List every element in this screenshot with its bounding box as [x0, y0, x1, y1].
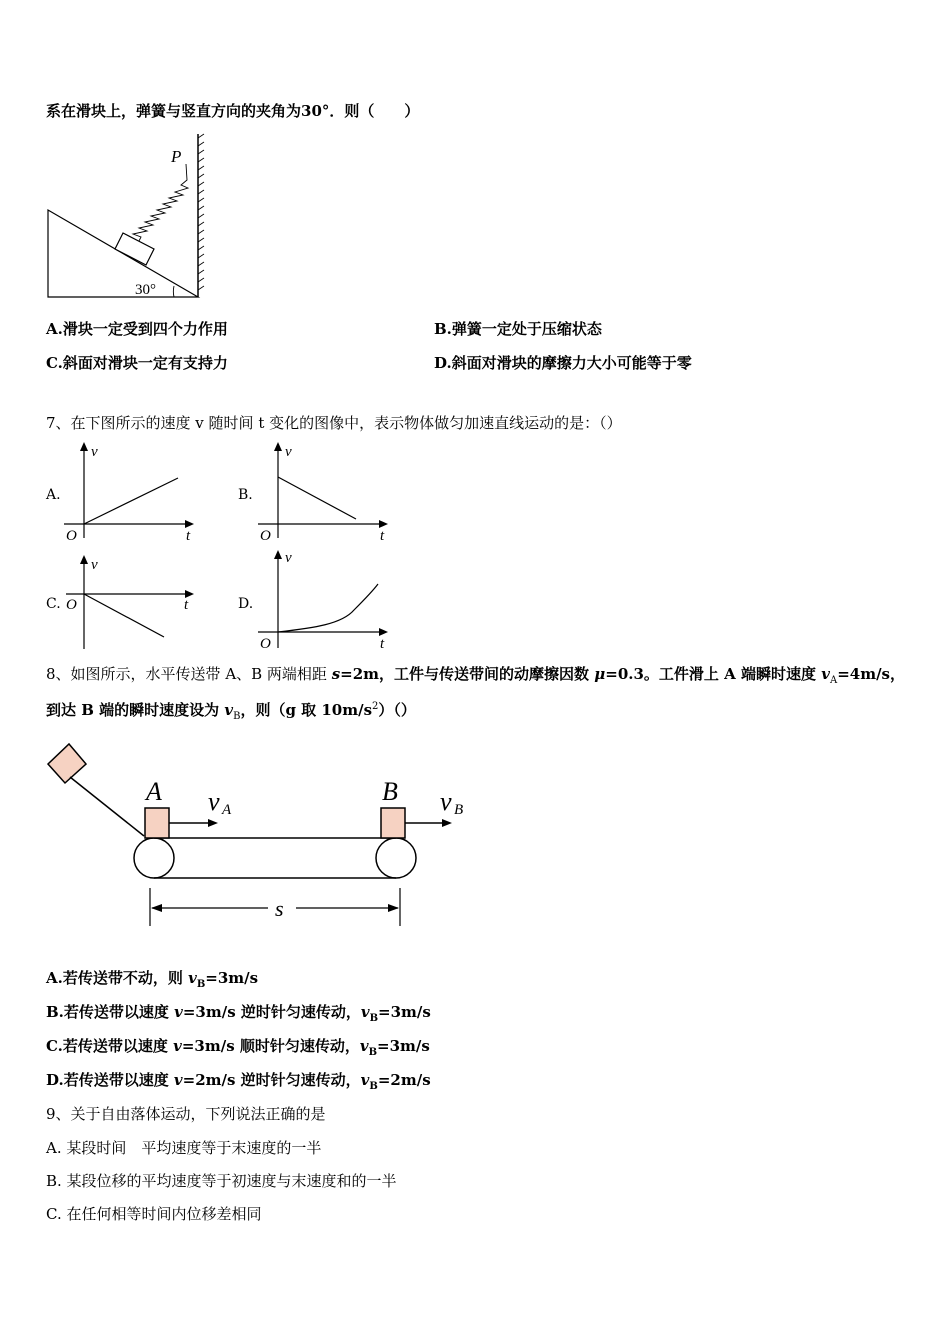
graph-c-origin: O: [66, 597, 77, 613]
graph-c-v-label: v: [91, 557, 98, 573]
angle-label: 30°: [135, 282, 156, 298]
graph-d-origin: O: [260, 636, 271, 652]
q8-option-d: D.若传送带以速度 v=2m/s 逆时针匀速传动，$v_B=2m/s$: [46, 1071, 431, 1092]
graph-d: [254, 548, 394, 652]
q6-option-c: C.斜面对滑块一定有支持力: [46, 354, 228, 372]
q8-stem-line2: 到达 B 端的瞬时速度设为 $v_B$，则（g 取 $10m/s^2)()$: [46, 701, 416, 722]
label-s: s: [275, 896, 284, 921]
graph-b-t-label: t: [380, 528, 385, 544]
q6-stem-tail: 系在滑块上，弹簧与竖直方向的夹角为30°．则（ ）: [46, 102, 420, 120]
graph-a-t-label: t: [186, 528, 191, 544]
label-va-sub: A: [222, 802, 232, 818]
q9-option-c: C. 在任何相等时间内位移差相同: [46, 1205, 262, 1223]
graph-b: [254, 440, 394, 546]
graph-d-t-label: t: [380, 636, 385, 652]
q8-stem-line1: 8、如图所示，水平传送带 A、B 两端相距 s=2m，工件与传送带间的动摩擦因数 μ=0.3。工件滑上 A 端瞬时速度 $v_A=4m/s$，: [46, 665, 906, 686]
graph-a: [60, 440, 200, 546]
point-p-label: P: [171, 147, 182, 166]
label-vb: v: [440, 787, 452, 816]
graph-a-origin: O: [66, 528, 77, 544]
q8-option-a: A.若传送带不动，则 $v_B=3m/s$: [46, 969, 259, 990]
incline-spring-figure: [40, 130, 220, 305]
graph-b-v-label: v: [285, 444, 292, 460]
graph-b-label: B.: [238, 487, 253, 503]
conveyor-belt-figure: [46, 740, 476, 936]
graph-c: [60, 553, 200, 653]
q6-option-d: D.斜面对滑块的摩擦力大小可能等于零: [434, 354, 692, 372]
q9-stem: 9、关于自由落体运动，下列说法正确的是: [46, 1105, 326, 1123]
label-b: B: [382, 777, 398, 806]
label-vb-sub: B: [454, 802, 464, 818]
label-va: v: [208, 787, 220, 816]
q8-option-b: B.若传送带以速度 v=3m/s 逆时针匀速传动，$v_B=3m/s$: [46, 1003, 431, 1024]
q9-option-b: B. 某段位移的平均速度等于初速度与末速度和的一半: [46, 1172, 397, 1190]
q6-option-a: A.滑块一定受到四个力作用: [46, 320, 228, 338]
graph-a-label: A.: [46, 487, 61, 503]
q7-stem: 7、在下图所示的速度 v 随时间 t 变化的图像中，表示物体做匀加速直线运动的是：（）: [46, 414, 622, 432]
graph-c-t-label: t: [184, 597, 189, 613]
q6-option-b: B.弹簧一定处于压缩状态: [434, 320, 602, 338]
graph-d-v-label: v: [285, 550, 292, 566]
graph-b-origin: O: [260, 528, 271, 544]
graph-c-label: C.: [46, 596, 61, 612]
q8-option-c: C.若传送带以速度 v=3m/s 顺时针匀速传动，$v_B=3m/s$: [46, 1037, 430, 1058]
label-a: A: [146, 777, 162, 806]
graph-a-v-label: v: [91, 444, 98, 460]
graph-d-label: D.: [238, 596, 254, 612]
q9-option-a: A. 某段时间 平均速度等于末速度的一半: [46, 1139, 322, 1157]
